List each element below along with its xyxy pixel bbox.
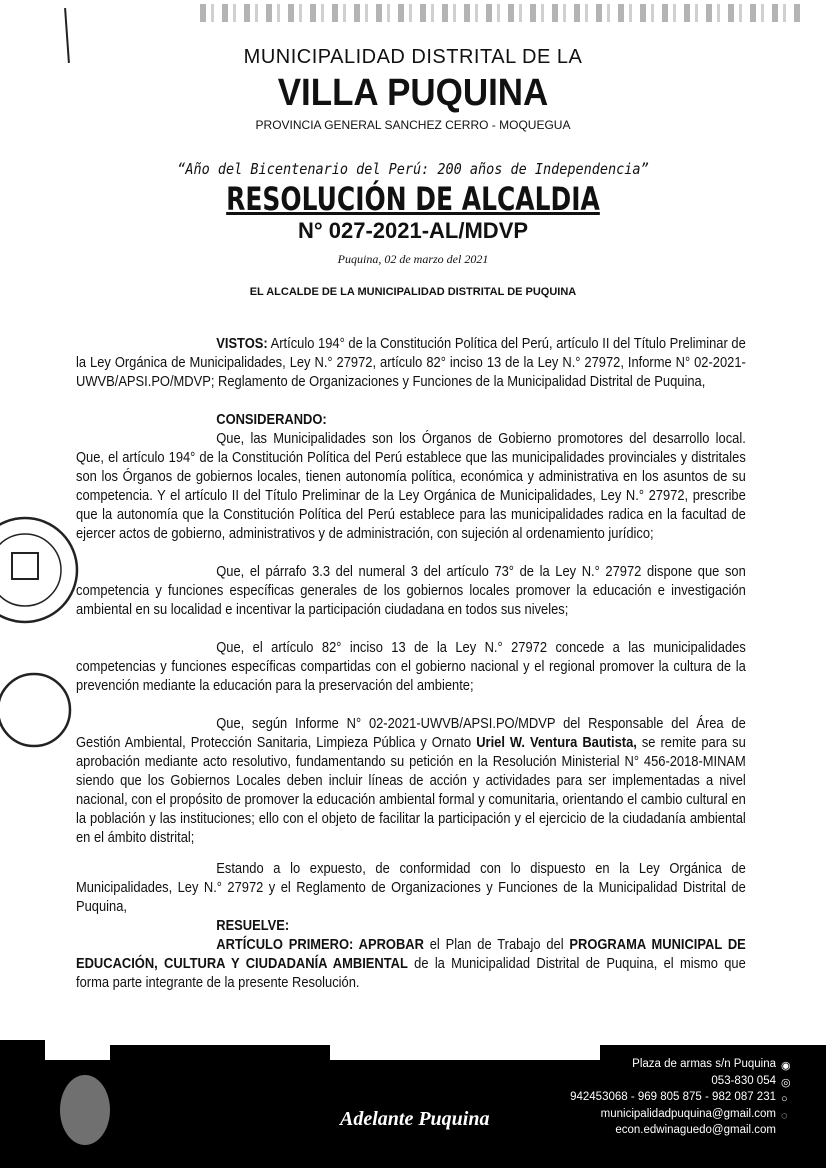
footer-decor [0,1040,45,1065]
article-label: ARTÍCULO PRIMERO: [216,936,354,953]
phone: 053-830 054 [711,1074,776,1087]
resuelve-label: RESUELVE: [216,917,290,934]
footer-decor [110,1045,330,1065]
header-line1: MUNICIPALIDAD DISTRITAL DE LA [243,46,583,68]
mobile-numbers: 942453068 - 969 805 875 - 982 087 231 [570,1091,776,1103]
email-1: municipalidadpuquina@gmail.com [600,1107,776,1120]
vistos-label: VISTOS: [216,335,268,352]
email-2: econ.edwinaguedo@gmail.com [615,1124,776,1136]
footer-photo-shape [60,1075,110,1145]
considerando-label-line [76,410,746,429]
approval-vobo-stamp [0,670,74,750]
considerando-paragraph: Que, las Municipalidades son los Órganos de Gobierno promotores del desarrollo local. Que, el artículo 194° de la Constitución Política del Perú establece que las municipalidades provinciales y distritales son los Órganos de gobiernos locales, tienen autonomía política, económica y administrativa en los asuntos de su competencia. Y el artículo II del Título Preliminar de la Ley Orgánica de Municipalidades, Ley N.° 27972, prescribe que la autonomía que la Constitución Política del Perú establece para las municipalidades radica en la facultad de ejercer actos de gobierno, administrativos y de administración, con sujeción al ordenamiento jurídico; [76,430,746,542]
header-province: PROVINCIA GENERAL SANCHEZ CERRO - MOQUEGUA [255,118,571,132]
resuelve-label-line [76,916,746,935]
article-text: el Plan de Trabajo del [423,936,570,953]
phone-icon: ◎ [781,1076,791,1089]
considerando-paragraph-2: Que, el párrafo 3.3 del numeral 3 del artículo 73° de la Ley N.° 27972 dispone que son competencia y funciones específicas generales de los gobiernos locales promover la educación e investigación ambiental en su localidad e incentivar la participación ciudadana en todos sus niveles; [76,563,746,618]
email-icon: ◌ [781,1109,788,1122]
considerando-label: CONSIDERANDO: [216,411,327,428]
location-pin-icon: ◉ [781,1060,791,1072]
resolution-body [76,334,746,992]
vistos-section [76,334,746,391]
paragraph-text: Que, según Informe N° 02-2021-UWVB/APSI.PO/MDVP del Responsable del Área de Gestión Ambiental, Protección Sanitaria, Limpieza Pública y Ornato [76,715,746,751]
considerando-paragraph-3: Que, el artículo 82° inciso 13 de la Ley N.° 27972 concede a las municipalidades competencias y funciones específicas compartidas con el gobierno nacional y el regional promover la cultura de la prevención mediante la educación para la preservación del ambiente; [76,639,746,694]
address: Plaza de armas s/n Puquina [632,1058,776,1070]
paragraph-text: se remite para su aprobación mediante acto resolutivo, fundamentando su petición en la Resolución Ministerial N° 456-2018-MINAM siendo que los Gobiernos Locales deben incluir líneas de acción y actividades para ser implementadas a nivel nacional, con el propósito de promover la educación ambiental formal y comunitaria, orientando el cambio cultural en la población y las instituciones; ello con el objeto de facilitar la participación y el ejercicio de la ciudadanía ambiental en el ámbito distrital; [76,734,746,846]
footer-slogan: Adelante Puquina [340,1108,490,1130]
article-verb: APROBAR [353,936,424,953]
mobile-icon: ○ [781,1093,788,1105]
municipal-seal-stamp [0,515,80,625]
document-title: RESOLUCIÓN DE ALCALDIA [226,180,600,218]
considerando-paragraph-5: Estando a lo expuesto, de conformidad con lo dispuesto en la Ley Orgánica de Municipalidades, Ley N.° 27972 y el Reglamento de Organizaciones y Funciones de la Municipalidad Distrital de Puquina, [76,860,746,915]
header-municipality-name: VILLA PUQUINA [277,72,549,114]
issuer: EL ALCALDE DE LA MUNICIPALIDAD DISTRITAL DE PUQUINA [249,286,577,298]
scan-noise-strip [200,4,800,22]
responsible-name: Uriel W. Ventura Bautista, [476,734,637,751]
year-motto: “Año del Bicentenario del Perú: 200 años de Independencia” [177,160,649,178]
contact-info [570,1056,776,1139]
article-text: de la Municipalidad Distrital de Puquina, el mismo que forma parte integrante de la presente Resolución. [76,955,746,991]
document-date: Puquina, 02 de marzo del 2021 [337,252,489,266]
program-name: PROGRAMA MUNICIPAL DE EDUCACIÓN, CULTURA Y CIUDADANÍA AMBIENTAL [76,936,746,972]
vistos-text: Artículo 194° de la Constitución Política del Perú, artículo II del Título Preliminar de la Ley Orgánica de Municipalidades, Ley N.° 27972, artículo 82° inciso 13 de la Ley N.° 27972, Informe N° 02-2021-UWVB/APSI.PO/MDVP; Reglamento de Organizaciones y Funciones de la Municipalidad Distrital de Puquina, [76,335,746,390]
article-primero [76,935,746,992]
contact-icons [781,1058,791,1124]
resolution-number: N° 027-2021-AL/MDVP [297,218,529,243]
considerando-paragraph-4 [76,714,746,847]
